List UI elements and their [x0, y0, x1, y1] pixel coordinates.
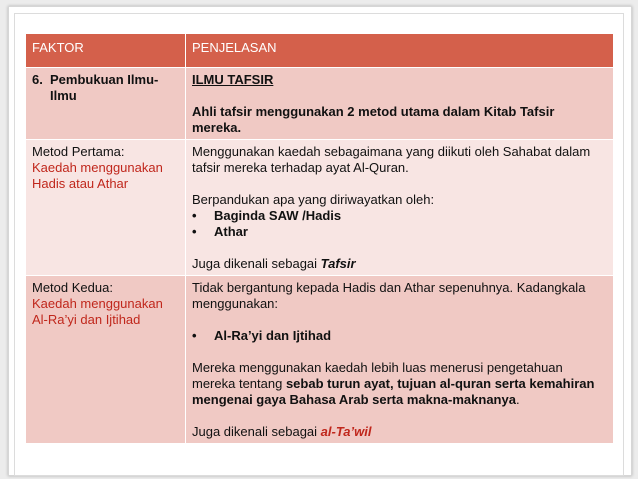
row2-penjelasan-cell — [186, 140, 614, 276]
row3-faktor-red-2: Al-Ra’yi dan Ijtihad — [32, 312, 141, 327]
row1-title: ILMU TAFSIR — [192, 72, 274, 87]
row3-p2-b: sebab turun ayat, tujuan al-quran serta kemahiran mengenai gaya Bahasa Arab serta makna-maknanya — [192, 376, 595, 407]
bullet-icon: • — [192, 328, 197, 343]
row2-p3-term: Tafsir — [320, 256, 356, 271]
header-penjelasan: PENJELASAN — [186, 34, 614, 68]
row2-faktor-label: Metod Pertama: — [32, 144, 125, 159]
list-item — [192, 208, 607, 224]
row2-p3 — [192, 256, 607, 272]
row3-p3-prefix: Juga dikenali sebagai — [192, 424, 321, 439]
bullet-icon: • — [192, 224, 197, 239]
row2-p3-prefix: Juga dikenali sebagai — [192, 256, 321, 271]
row2-p2: Berpandukan apa yang diriwayatkan oleh: — [192, 192, 435, 207]
faktor-table — [25, 33, 614, 444]
row3-p2 — [192, 360, 607, 408]
row3-faktor-label: Metod Kedua: — [32, 280, 113, 295]
row1-faktor: Pembukuan Ilmu-Ilmu — [50, 72, 159, 103]
row2-p1: Menggunakan kaedah sebagaimana yang diikuti oleh Sahabat dalam tafsir mereka terhadap ayat Al-Quran. — [192, 144, 591, 175]
bullet-icon: • — [192, 208, 197, 223]
table-row — [26, 276, 614, 444]
list-item — [192, 224, 607, 240]
row3-bullet: Al-Ra’yi dan Ijtihad — [214, 328, 332, 343]
table-row — [26, 140, 614, 276]
row1-number: 6. — [32, 72, 43, 87]
row2-faktor-red: Kaedah menggunakan Hadis atau Athar — [32, 160, 163, 191]
row2-bullet-1: Baginda SAW /Hadis — [214, 208, 342, 223]
list-item — [192, 328, 607, 344]
row1-faktor-cell — [26, 68, 186, 140]
row3-p3-term: al-Ta’wil — [320, 424, 372, 439]
table-header-row — [26, 34, 614, 68]
row1-penjelasan-cell — [186, 68, 614, 140]
row2-faktor-cell — [26, 140, 186, 276]
row3-p2-c: . — [515, 392, 520, 407]
header-faktor: FAKTOR — [26, 34, 186, 68]
row3-p3 — [192, 424, 607, 440]
row3-faktor-red-1: Kaedah menggunakan — [32, 296, 163, 311]
row3-p1: Tidak bergantung kepada Hadis dan Athar sepenuhnya. Kadangkala menggunakan: — [192, 280, 586, 311]
row3-p2-a: Mereka menggunakan kaedah lebih luas menerusi pengetahuan mereka tentang — [192, 360, 563, 391]
row3-faktor-cell — [26, 276, 186, 444]
row3-penjelasan-cell — [186, 276, 614, 444]
table-row — [26, 68, 614, 140]
row1-body: Ahli tafsir menggunakan 2 metod utama dalam Kitab Tafsir mereka. — [192, 104, 555, 135]
row2-bullet-2: Athar — [214, 224, 248, 239]
